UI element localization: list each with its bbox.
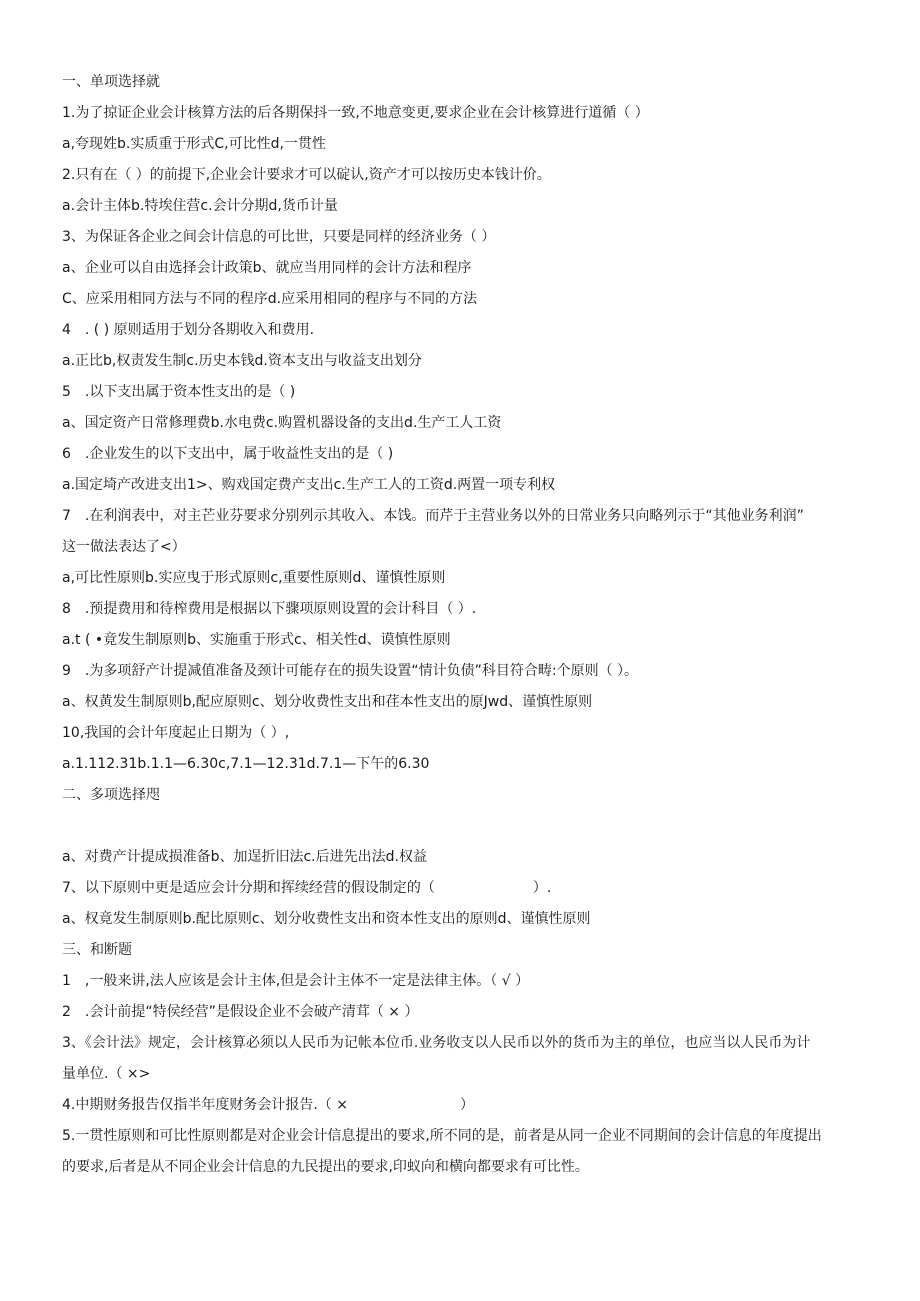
- true-false-2: 2 .会计前提“特侯经营”是假设企业不会破产清茸（ × ）: [62, 1004, 419, 1020]
- question-9: 9 .为多项舒产计提减值准备及颈计可能存在的损失设置“情计负债”科目符合畴:个原则（ ）。: [62, 663, 639, 679]
- true-false-1: 1 ,一般来讲,法人应该是会计主体,但是会计主体不一定是法律主体。（ √ ）: [62, 973, 530, 989]
- multi-choice-options-7: a、权竟发生制原则b.配比原则c、划分收费性支出和资本性支出的原则d、谨慎性原则: [62, 911, 591, 927]
- multi-choice-options-1: a、对费产计提成损准备b、加逞折旧法c.后进先出法d.权益: [62, 849, 427, 865]
- question-4: 4 . ( ) 原则适用于划分各期收入和费用.: [62, 322, 315, 338]
- question-7-continued: 这一做法表达了<）: [62, 539, 186, 555]
- true-false-5: 5.一贯性原则和可比性原则都是对企业会计信息提出的要求,所不同的是，前者是从同一企业不同期间的会计信息的年度提出: [62, 1128, 822, 1144]
- section-heading-true-false: 三、和断题: [62, 942, 132, 958]
- question-1-options: a,夸现姓b.实质重于形式C,可比性d,一贯性: [62, 136, 326, 152]
- question-3: 3、为保证各企业之间会计信息的可比世，只要是同样的经济业务（ ）: [62, 229, 496, 245]
- section-heading-single-choice: 一、单项选择就: [62, 74, 160, 90]
- true-false-4: 4.中期财务报告仅指半年度财务会计报告.（ × ）: [62, 1097, 474, 1113]
- question-10: 10,我国的会计年度起止日期为（ ）,: [62, 725, 290, 741]
- question-5: 5 .以下支出属于资本性支出的是（ ): [62, 384, 296, 400]
- question-6-options: a.国定埼产改进支出1>、购戏国定费产支出c.生产工人的工资d.两置一项专利权: [62, 477, 556, 493]
- question-7-options: a,可比性原则b.实应曳于形式原则c,重要性原则d、谨慎性原则: [62, 570, 446, 586]
- question-10-options: a.1.112.31b.1.1—6.30c,7.1—12.31d.7.1—下午的6.30: [62, 756, 430, 772]
- question-9-options: a、权黄发生制原则b,配应原则c、划分收费性支出和荏本性支出的原Jwd、谨慎性原则: [62, 694, 593, 710]
- question-2: 2.只有在（ ）的前提下,企业会计要求才可以碇认,资产才可以按历史本钱计价。: [62, 167, 551, 183]
- true-false-5-continued: 的要求,后者是从不同企业会计信息的九民提出的要求,印蚁向和横向都要求有可比性。: [62, 1159, 589, 1175]
- question-5-options: a、国定资产日常修理费b.水电费c.购置机器设备的支出d.生产工人工资: [62, 415, 502, 431]
- true-false-3-continued: 量单位.（ ×>: [62, 1066, 151, 1082]
- question-8: 8 .预提费用和待榨费用是根据以下骤项原则设置的会计科目（ ）.: [62, 601, 477, 617]
- question-8-options: a.t ( •竟发生制原则b、实施重于形式c、相关性d、谟慎性原则: [62, 632, 451, 648]
- question-1: 1.为了掠证企业会计核算方法的后各期保抖一致,不地意变更,要求企业在会计核算进行道循（ ）: [62, 105, 649, 121]
- question-3-options-a-b: a、企业可以自由选择会计政策b、就应当用同样的会计方法和程序: [62, 260, 472, 276]
- question-2-options: a.会计主体b.特埃住营c.会计分期d,货币计量: [62, 198, 338, 214]
- true-false-3: 3、《会计法》规定，会计核算必须以人民币为记帐本位币.业务收支以人民币以外的货币为主的单位，也应当以人民币为计: [62, 1035, 811, 1051]
- multi-choice-question-7: 7、以下原则中更是适应会计分期和挥续经营的假设制定的（ ）.: [62, 880, 552, 896]
- question-6: 6 .企业发生的以下支出中，属于收益性支出的是（ ): [62, 446, 394, 462]
- question-7: 7 .在利润表中，对主芒业芬要求分别列示其收入、本饯。而芹于主营业务以外的日常业务只向略列示于“其他业务利润”: [62, 508, 804, 524]
- section-heading-multiple-choice: 二、多项选择咫: [62, 787, 160, 803]
- question-3-options-c-d: C、应采用相同方法与不同的程序d.应采用相同的程序与不同的方法: [62, 291, 478, 307]
- question-4-options: a.正比b,权责发生制c.历史本钱d.资本支出与收益支出划分: [62, 353, 422, 369]
